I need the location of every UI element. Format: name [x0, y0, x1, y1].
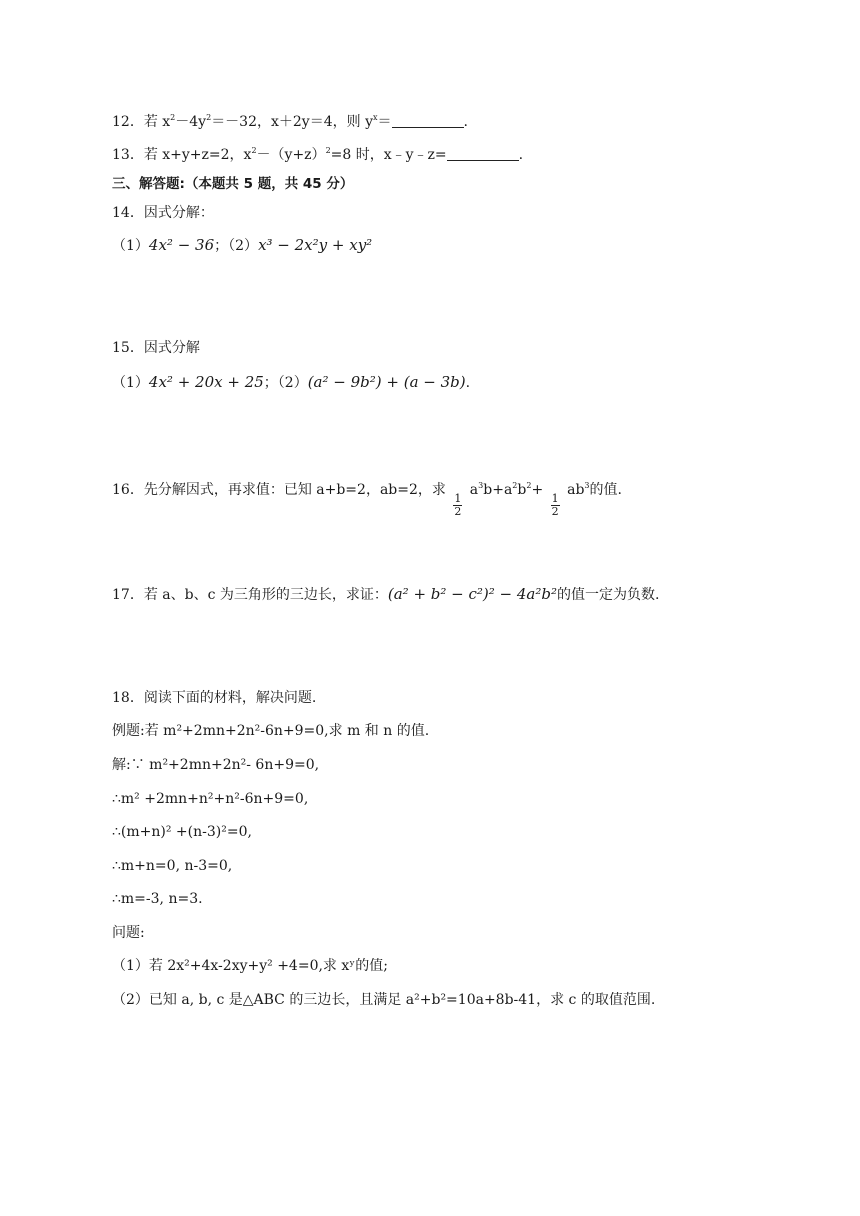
q16-text-f: ab: [567, 482, 585, 498]
q15-part2-label: ；（2）: [263, 375, 308, 391]
q16-text-c: b+a: [483, 482, 513, 498]
q13-text-b: －（y+z）: [256, 147, 326, 163]
q13-text-d: .: [518, 147, 524, 163]
answer-blank[interactable]: [392, 114, 464, 128]
frac-num: 1: [454, 492, 462, 505]
frac-den: 2: [454, 505, 462, 518]
solution-line-4: ∴m+n=0, n-3=0,: [112, 858, 233, 874]
q17-text-a: 17．若 a、b、c 为三角形的三边长，求证：: [112, 587, 388, 603]
solution-line-3: ∴(m+n)² +(n-3)²=0,: [112, 824, 252, 840]
q15-math-2: (a² − 9b²) + (a − 3b): [307, 373, 466, 391]
question-14-parts: [112, 235, 372, 256]
q12-text-b: －4y: [175, 114, 207, 130]
q17-text-b: 的值一定为负数.: [557, 587, 660, 603]
question-17: [112, 584, 659, 605]
question-12: 12．若 $x^2-4y^2=-32$，x＋2y＝4，则 $y^x=$ .: [112, 113, 468, 130]
q14-math-2: x³ − 2x²y + xy²: [258, 236, 373, 254]
q16-text-g: 的值.: [589, 482, 622, 498]
question-18-title: 18．阅读下面的材料，解决问题.: [112, 690, 317, 706]
q12-text-c: ＝－32，x＋2y＝4，则 y: [211, 114, 373, 130]
solution-line-5: ∴m=-3, n=3.: [112, 891, 203, 907]
frac-num: 1: [551, 492, 559, 505]
q15-math-1: 4x² + 20x + 25: [148, 373, 264, 391]
q16-text-b: a: [469, 482, 479, 498]
q14-math-1: 4x² − 36: [148, 236, 215, 254]
q12-text-d: ＝: [377, 114, 392, 130]
problem-part-1: （1）若 2x²+4x-2xy+y² +4=0,求 xʸ的值;: [112, 958, 388, 974]
question-15-parts: [112, 372, 470, 393]
q14-part1-label: （1）: [112, 238, 149, 254]
q12-text-a: 12．若 x: [112, 114, 171, 130]
question-13: 13．若 x+y+z=2，$x^2-(y+z)^2=8$ 时，x﹣y﹣z= .: [112, 146, 524, 163]
question-16: 16．先分解因式，再求值：已知 a+b=2，ab=2，求 $\frac{1}{2}$ $a^3b+a^2b^2+$ $\frac{1}{2}$ $ab^3$的值.: [112, 481, 622, 518]
fraction-half: [453, 493, 462, 518]
solution-line-1: 解:∵ m²+2mn+2n²- 6n+9=0,: [112, 757, 320, 773]
q16-text-a: 16．先分解因式，再求值：已知 a+b=2，ab=2，求: [112, 482, 446, 498]
q13-text-c: =8 时，x﹣y﹣z=: [330, 147, 447, 163]
question-14-title: 14．因式分解：: [112, 205, 214, 221]
section-heading: 三、解答题:（本题共 5 题，共 45 分）: [112, 176, 354, 192]
q15-end: .: [465, 375, 471, 391]
fraction-half-2: [551, 493, 560, 518]
q17-math: (a² + b² − c²)² − 4a²b²: [387, 585, 558, 603]
problem-part-2: （2）已知 a, b, c 是△ABC 的三边长，且满足 a²+b²=10a+8b-41，求 c 的取值范围.: [112, 992, 656, 1008]
q16-text-d: b: [517, 482, 527, 498]
example-statement: 例题:若 m²+2mn+2n²-6n+9=0,求 m 和 n 的值.: [112, 723, 430, 739]
solution-line-2: ∴m² +2mn+n²+n²-6n+9=0,: [112, 791, 309, 807]
q14-part2-label: ；（2）: [214, 238, 259, 254]
q12-text-e: .: [463, 114, 468, 130]
problem-label: 问题:: [112, 925, 145, 941]
answer-blank[interactable]: [447, 147, 519, 161]
q13-text-a: 13．若 x+y+z=2，x: [112, 147, 252, 163]
question-15-title: 15．因式分解: [112, 340, 200, 356]
frac-den: 2: [551, 505, 559, 518]
q16-text-e: +: [531, 482, 544, 498]
q15-part1-label: （1）: [112, 375, 149, 391]
